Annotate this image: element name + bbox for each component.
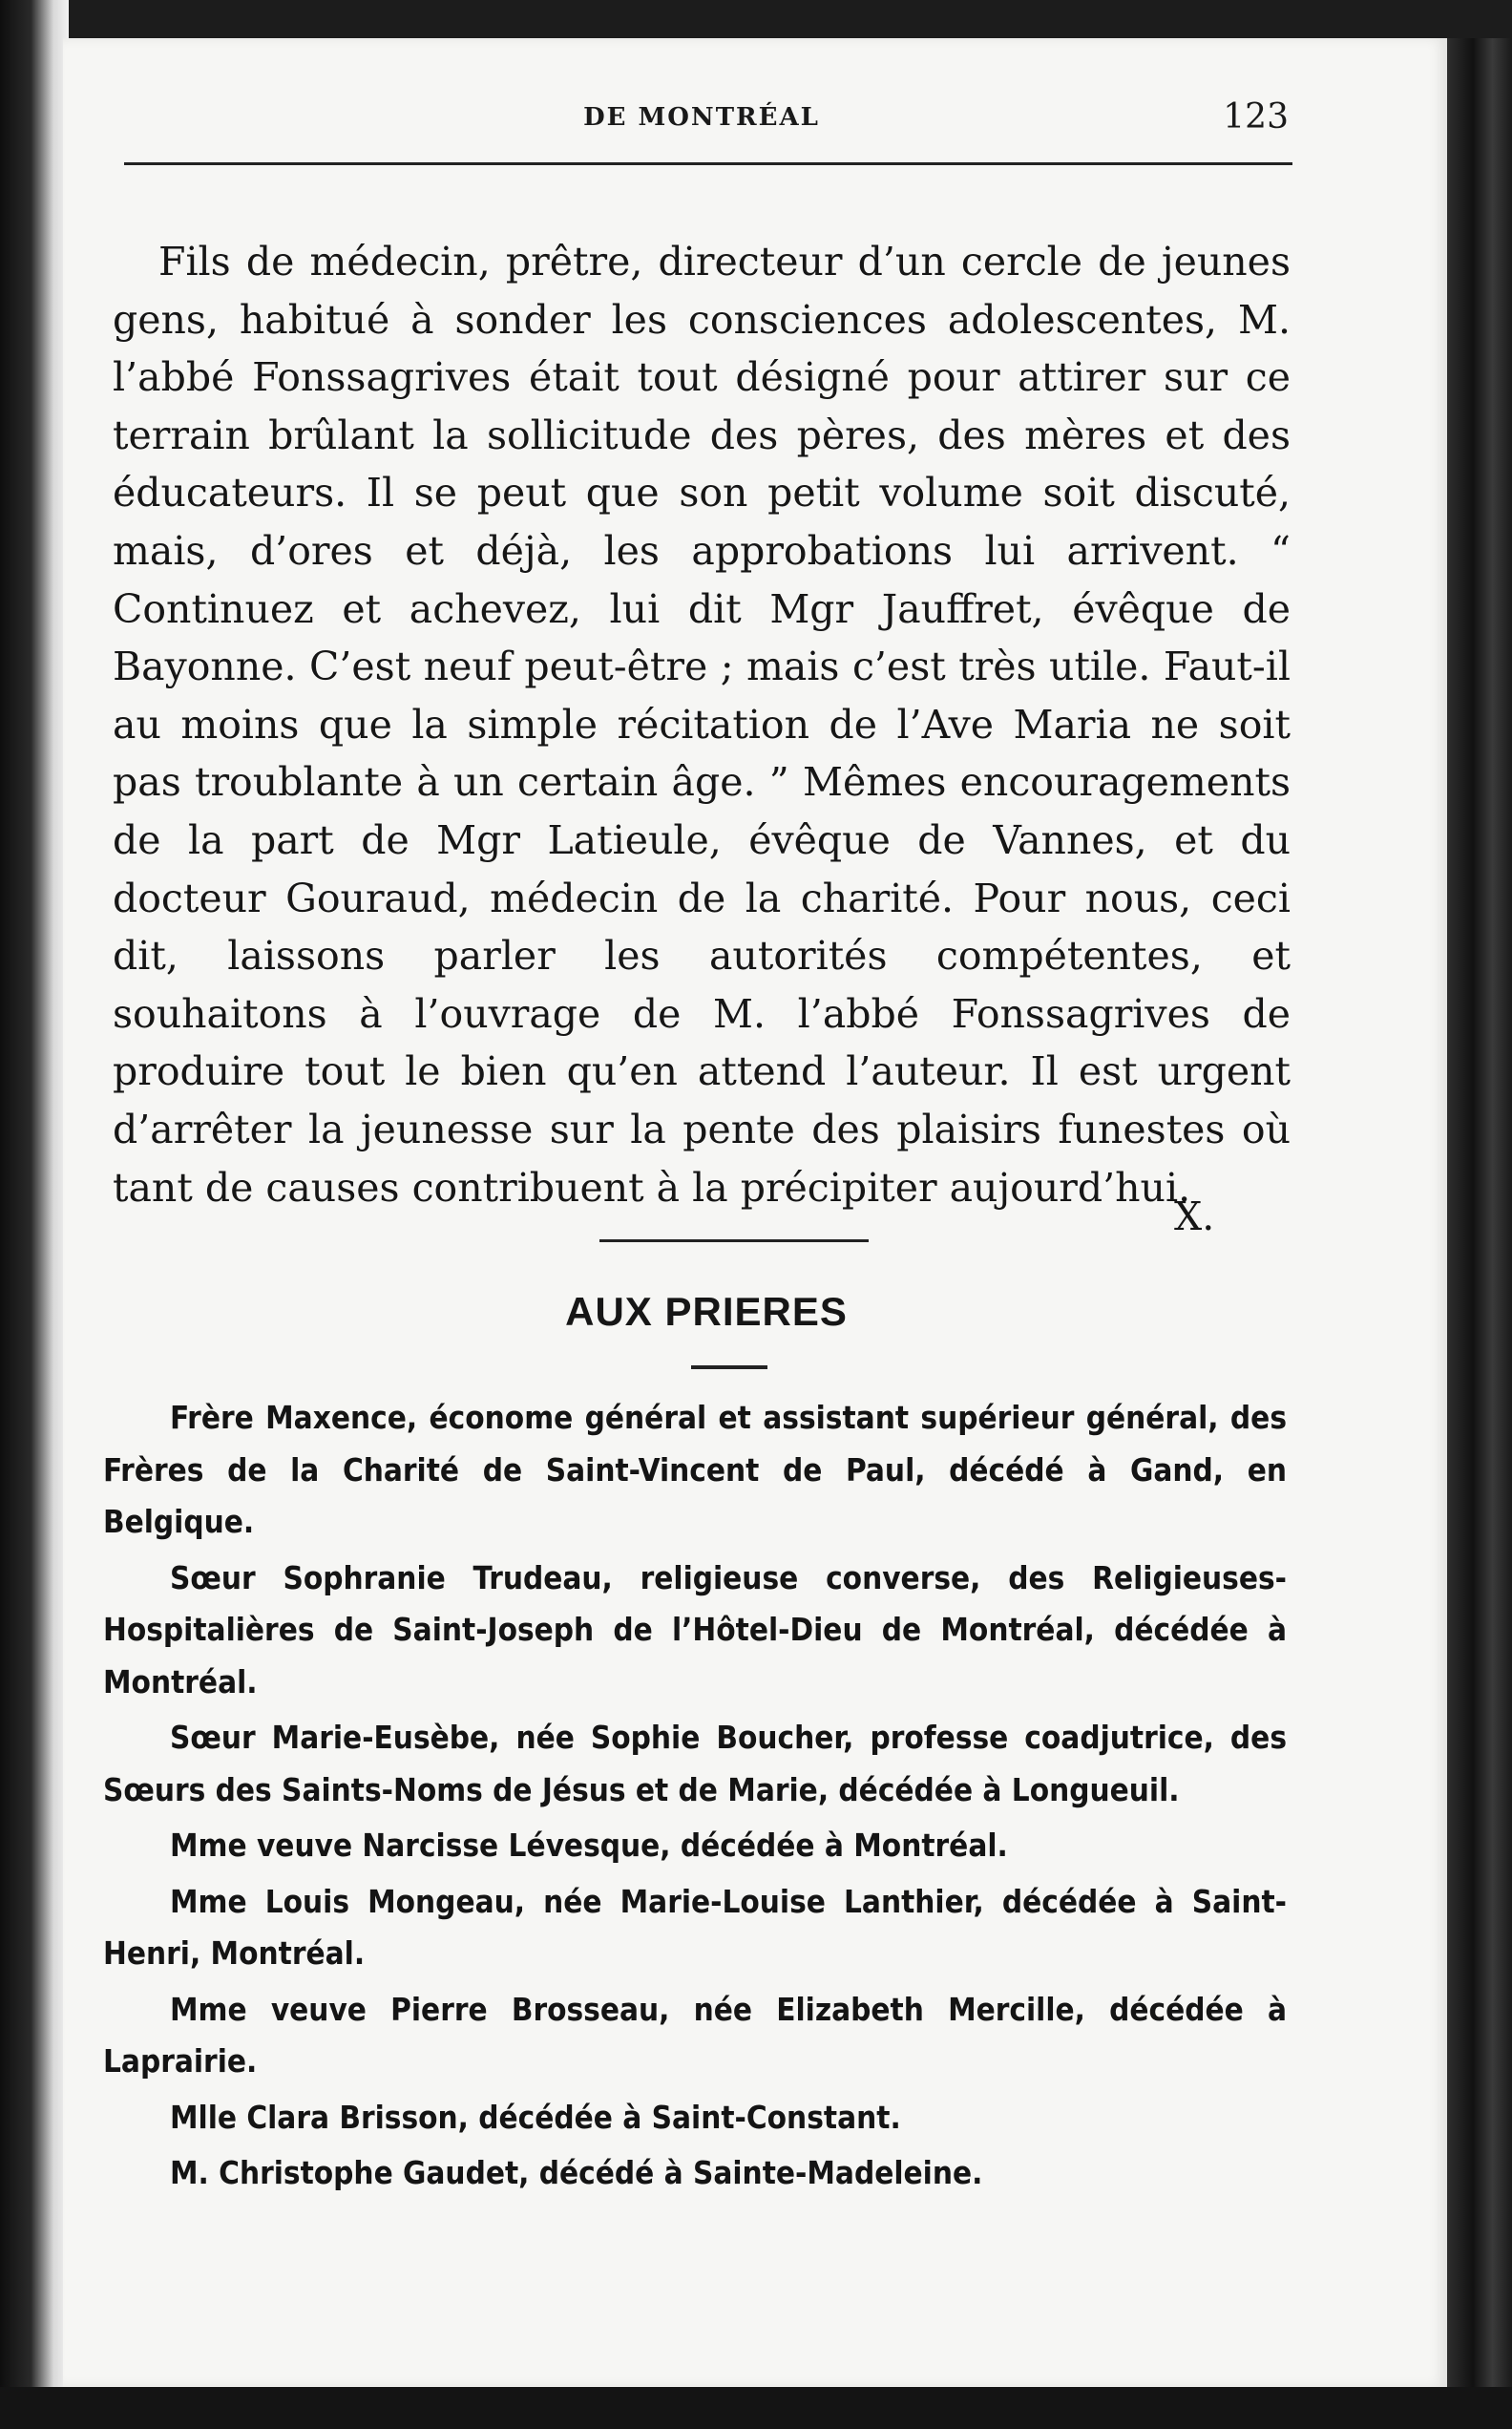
section-title: AUX PRIERES — [565, 1289, 848, 1334]
essay-paragraph: Fils de médecin, prêtre, directeur d’un cercle de jeunes gens, habitué à sonder les consciences adolescentes, M. l’abbé Fonssagrives était tout désigné pour attirer sur ce terrain brûlant la sollicitude des pères, des mères et des éducateurs. Il se peut que son petit volume soit discuté, mais, d’ores et déjà, les approbations lui arrivent. “ Continuez et achevez, lui dit Mgr Jauffret, évêque de Bayonne. C’est neuf peut-être ; mais c’est très utile. Faut-il au moins que la simple récitation de l’Ave Maria ne soit pas troublante à un certain âge. ” Mêmes encouragements de la part de Mgr Latieule, évêque de Vannes, et du docteur Gouraud, médecin de la charité. Pour nous, ceci dit, laissons parler les autorités compétentes, et souhaitons à l’ouvrage de M. l’abbé Fonssagrives de produire tout le bien qu’en attend l’auteur. Il est urgent d’arrêter la jeunesse sur la pente des plaisirs funestes où tant de causes contribuent à la précipiter aujourd’hui. — [113, 239, 1291, 1211]
prayer-item: Mlle Clara Brisson, décédée à Saint-Constant. — [170, 2098, 901, 2136]
scan-bottom-edge — [0, 2387, 1512, 2429]
title-underline — [691, 1365, 767, 1369]
section-divider — [599, 1239, 869, 1242]
scan-right-edge — [1447, 38, 1512, 2429]
prayer-list — [103, 1392, 1287, 2204]
essay-signature: X. — [1174, 1193, 1215, 1239]
prayer-item: Mme veuve Narcisse Lévesque, décédée à Montréal. — [170, 1827, 1008, 1864]
scan-left-margin — [0, 0, 69, 2429]
prayer-item: Sœur Marie-Eusèbe, née Sophie Boucher, professe coadjutrice, des Sœurs des Saints-Noms de Jésus et de Marie, décédée à Longueuil. — [103, 1719, 1287, 1808]
running-head-title: DE MONTRÉAL — [583, 103, 820, 132]
prayer-item: Sœur Sophranie Trudeau, religieuse converse, des Religieuses-Hospitalières de Saint-Joseph de l’Hôtel-Dieu de Montréal, décédée à Montréal. — [103, 1558, 1287, 1700]
prayer-item: Mme Louis Mongeau, née Marie-Louise Lanthier, décédée à Saint-Henri, Montréal. — [103, 1882, 1287, 1972]
running-header — [115, 97, 1289, 141]
essay-body — [113, 233, 1291, 1216]
prayer-item: Frère Maxence, économe général et assistant supérieur général, des Frères de la Charité de Saint-Vincent de Paul, décédé à Gand, en Belgique. — [103, 1399, 1287, 1540]
header-rule — [124, 162, 1292, 165]
prayer-item: M. Christophe Gaudet, décédé à Sainte-Madeleine. — [170, 2154, 983, 2191]
prayer-item: Mme veuve Pierre Brosseau, née Elizabeth Mercille, décédée à Laprairie. — [103, 1990, 1287, 2080]
page-number: 123 — [1223, 97, 1289, 137]
